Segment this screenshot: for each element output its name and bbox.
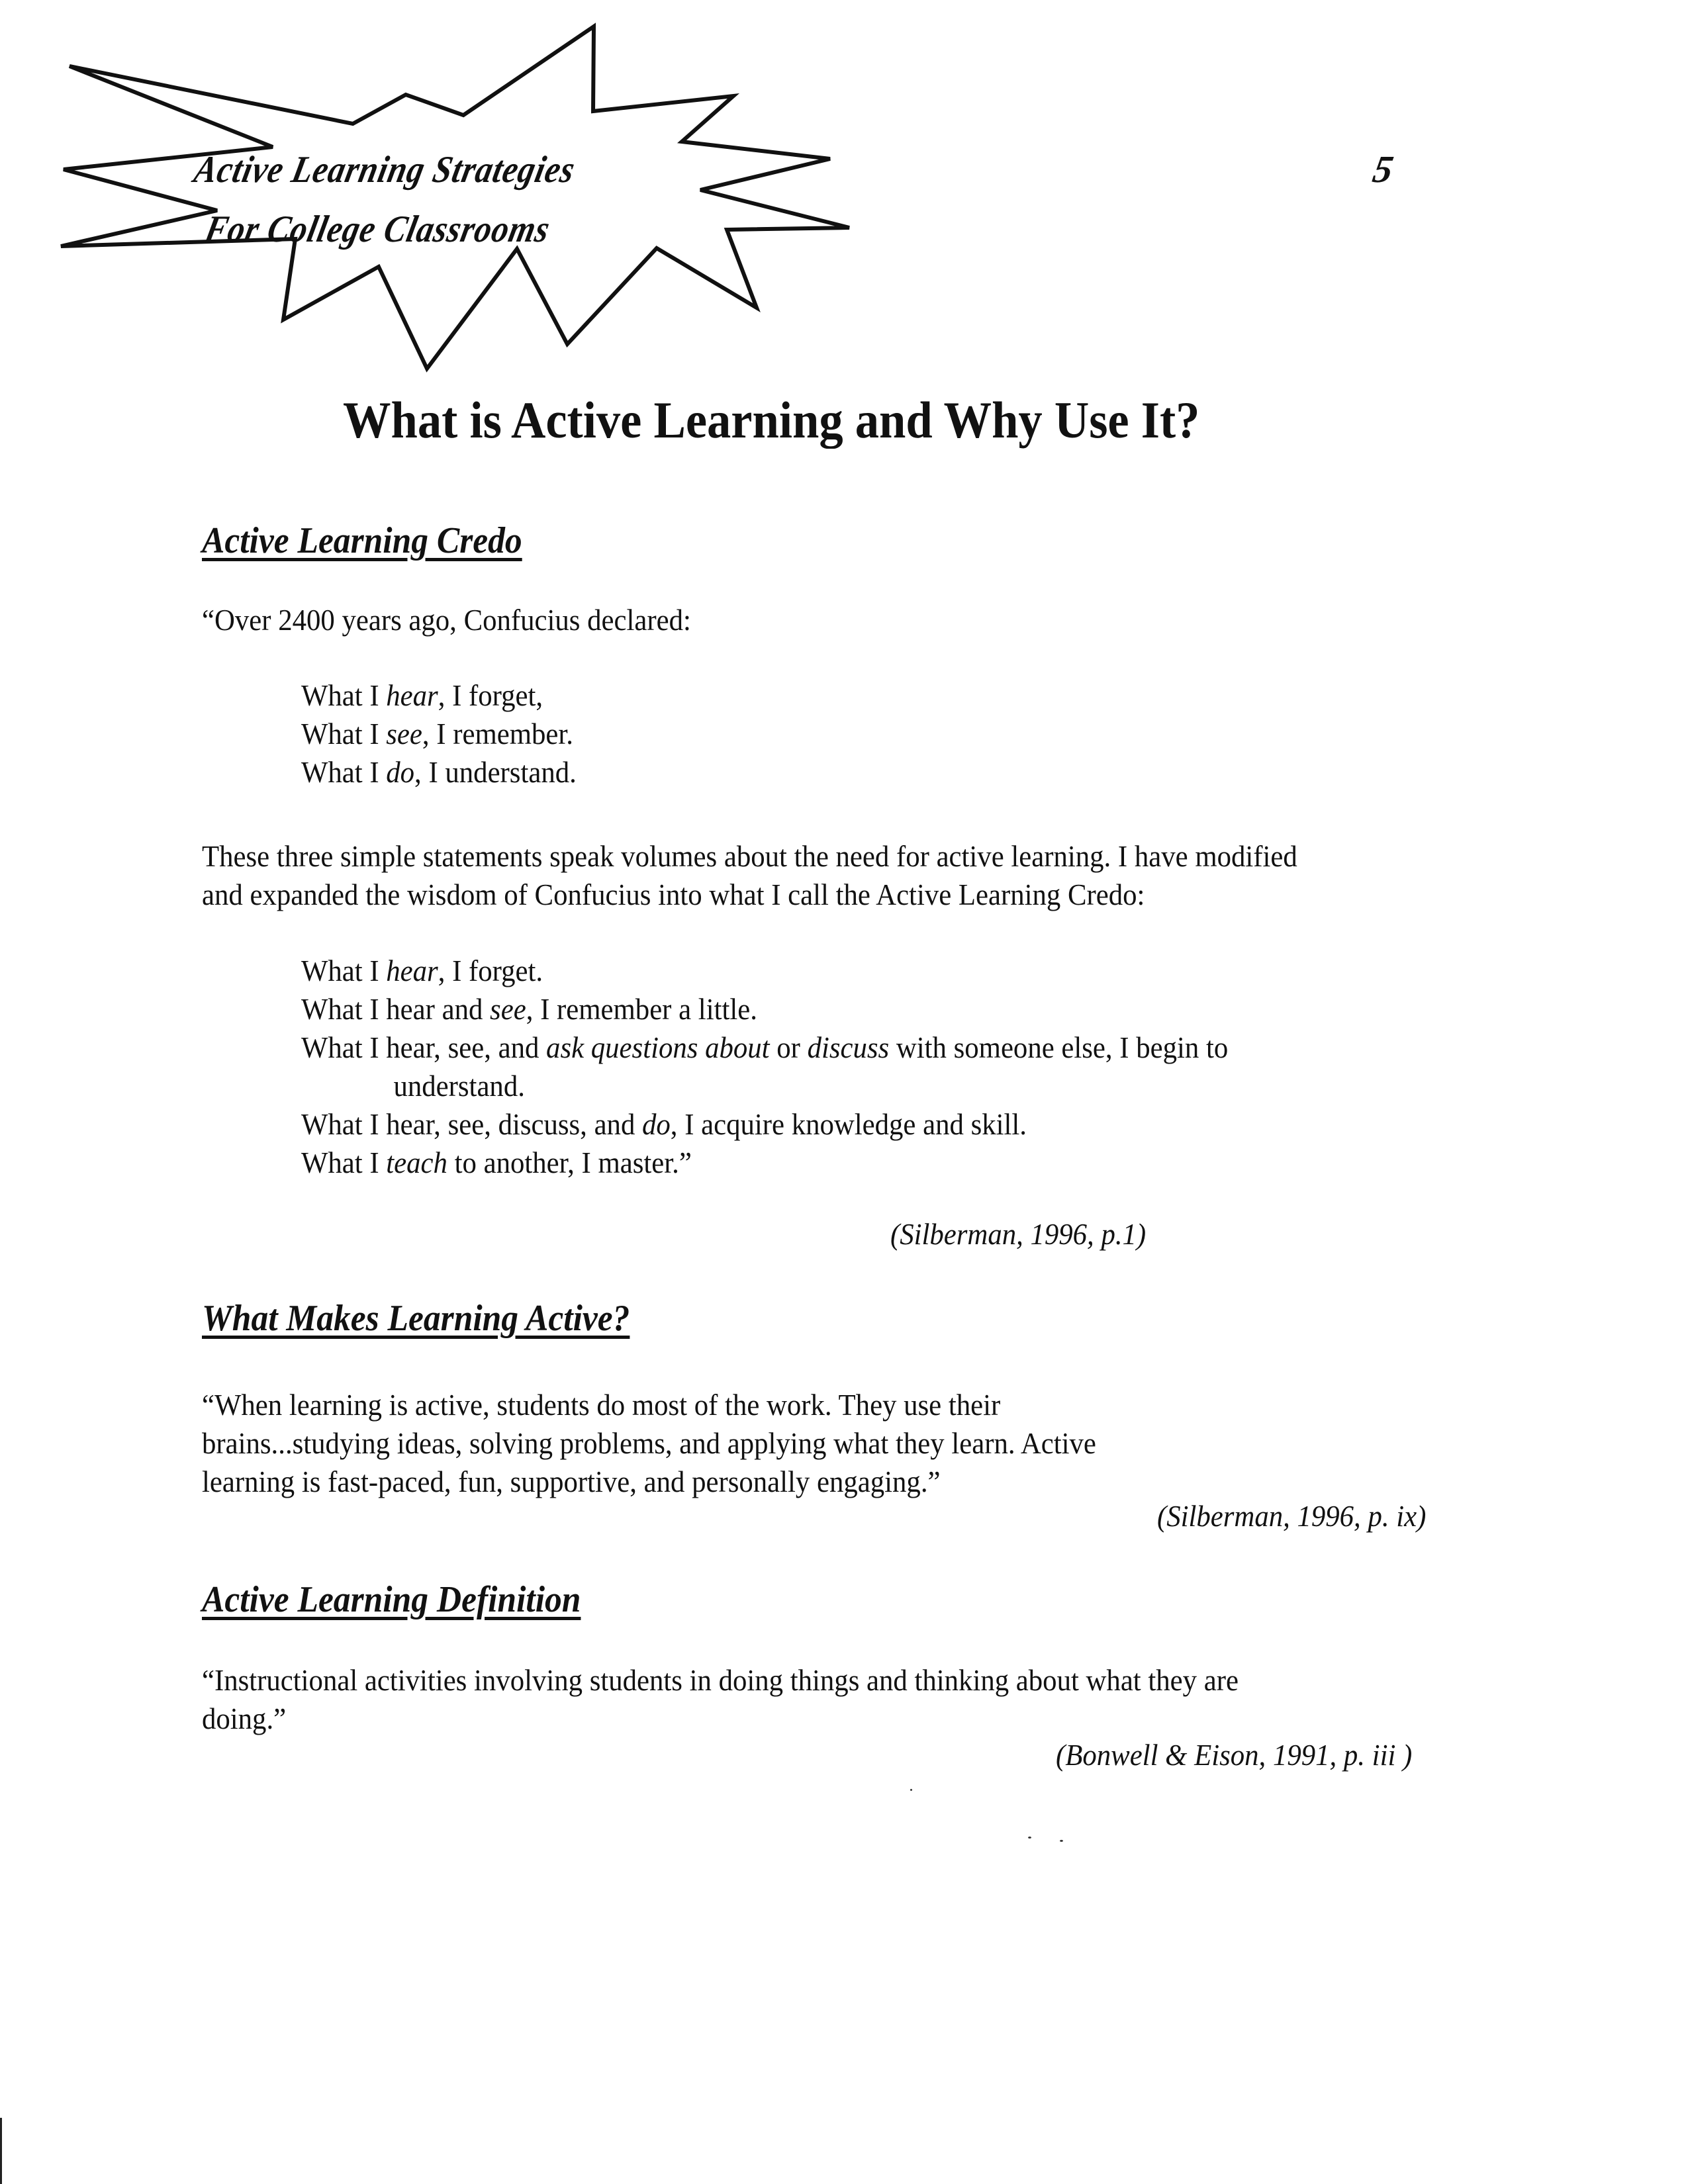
credo-line: What I hear and see, I remember a little. (301, 992, 757, 1026)
starburst-outline (61, 26, 849, 369)
scan-speck (910, 1789, 912, 1791)
quote-definition (202, 1661, 1239, 1738)
page-title: What is Active Learning and Why Use It? (343, 391, 1200, 449)
credo-line: What I hear, see, discuss, and do, I acquire knowledge and skill. (301, 1107, 1027, 1141)
quote-line: “When learning is active, students do most of the work. They use their (202, 1388, 1001, 1422)
citation-what-makes-active: (Silberman, 1996, p. ix) (1157, 1499, 1427, 1533)
page-number: 5 (1370, 148, 1397, 191)
credo-line: What I hear, see, and ask questions about or discuss with someone else, I begin to (301, 1030, 1229, 1064)
body-line: and expanded the wisdom of Confucius into what I call the Active Learning Credo: (202, 878, 1145, 911)
credo-body-paragraph (202, 837, 1297, 914)
citation-credo: (Silberman, 1996, p.1) (890, 1217, 1147, 1251)
banner-title-line1: Active Learning Strategies (191, 148, 579, 191)
banner-title-line2: For College Classrooms (201, 207, 555, 250)
confucius-quote (301, 676, 577, 792)
quote-what-makes-active (202, 1386, 1096, 1501)
citation-definition: (Bonwell & Eison, 1991, p. iii ) (1056, 1738, 1413, 1772)
confucius-line: What I do, I understand. (301, 755, 577, 789)
credo-intro: “Over 2400 years ago, Confucius declared: (202, 603, 691, 637)
credo-list (301, 952, 1228, 1182)
credo-line: What I teach to another, I master.” (301, 1146, 692, 1179)
quote-line: brains...studying ideas, solving problems, and applying what they learn. Active (202, 1426, 1096, 1460)
credo-line: What I hear, I forget. (301, 954, 543, 987)
body-line: These three simple statements speak volumes about the need for active learning. I have modified (202, 839, 1297, 873)
credo-line-wrap: understand. (393, 1069, 525, 1103)
starburst-banner-graphic (0, 0, 894, 397)
quote-line: “Instructional activities involving students in doing things and thinking about what they are (202, 1663, 1239, 1697)
scan-speck (1028, 1837, 1031, 1839)
confucius-line: What I hear, I forget, (301, 678, 543, 712)
confucius-line: What I see, I remember. (301, 717, 573, 751)
scan-edge-mark (0, 2118, 2, 2184)
section-heading-definition: Active Learning Definition (202, 1579, 581, 1620)
section-heading-credo: Active Learning Credo (202, 520, 522, 561)
scan-speck (1060, 1840, 1063, 1842)
quote-line: doing.” (202, 1702, 287, 1735)
quote-line: learning is fast-paced, fun, supportive, and personally engaging.” (202, 1465, 941, 1498)
section-heading-what-makes-active: What Makes Learning Active? (202, 1298, 630, 1339)
